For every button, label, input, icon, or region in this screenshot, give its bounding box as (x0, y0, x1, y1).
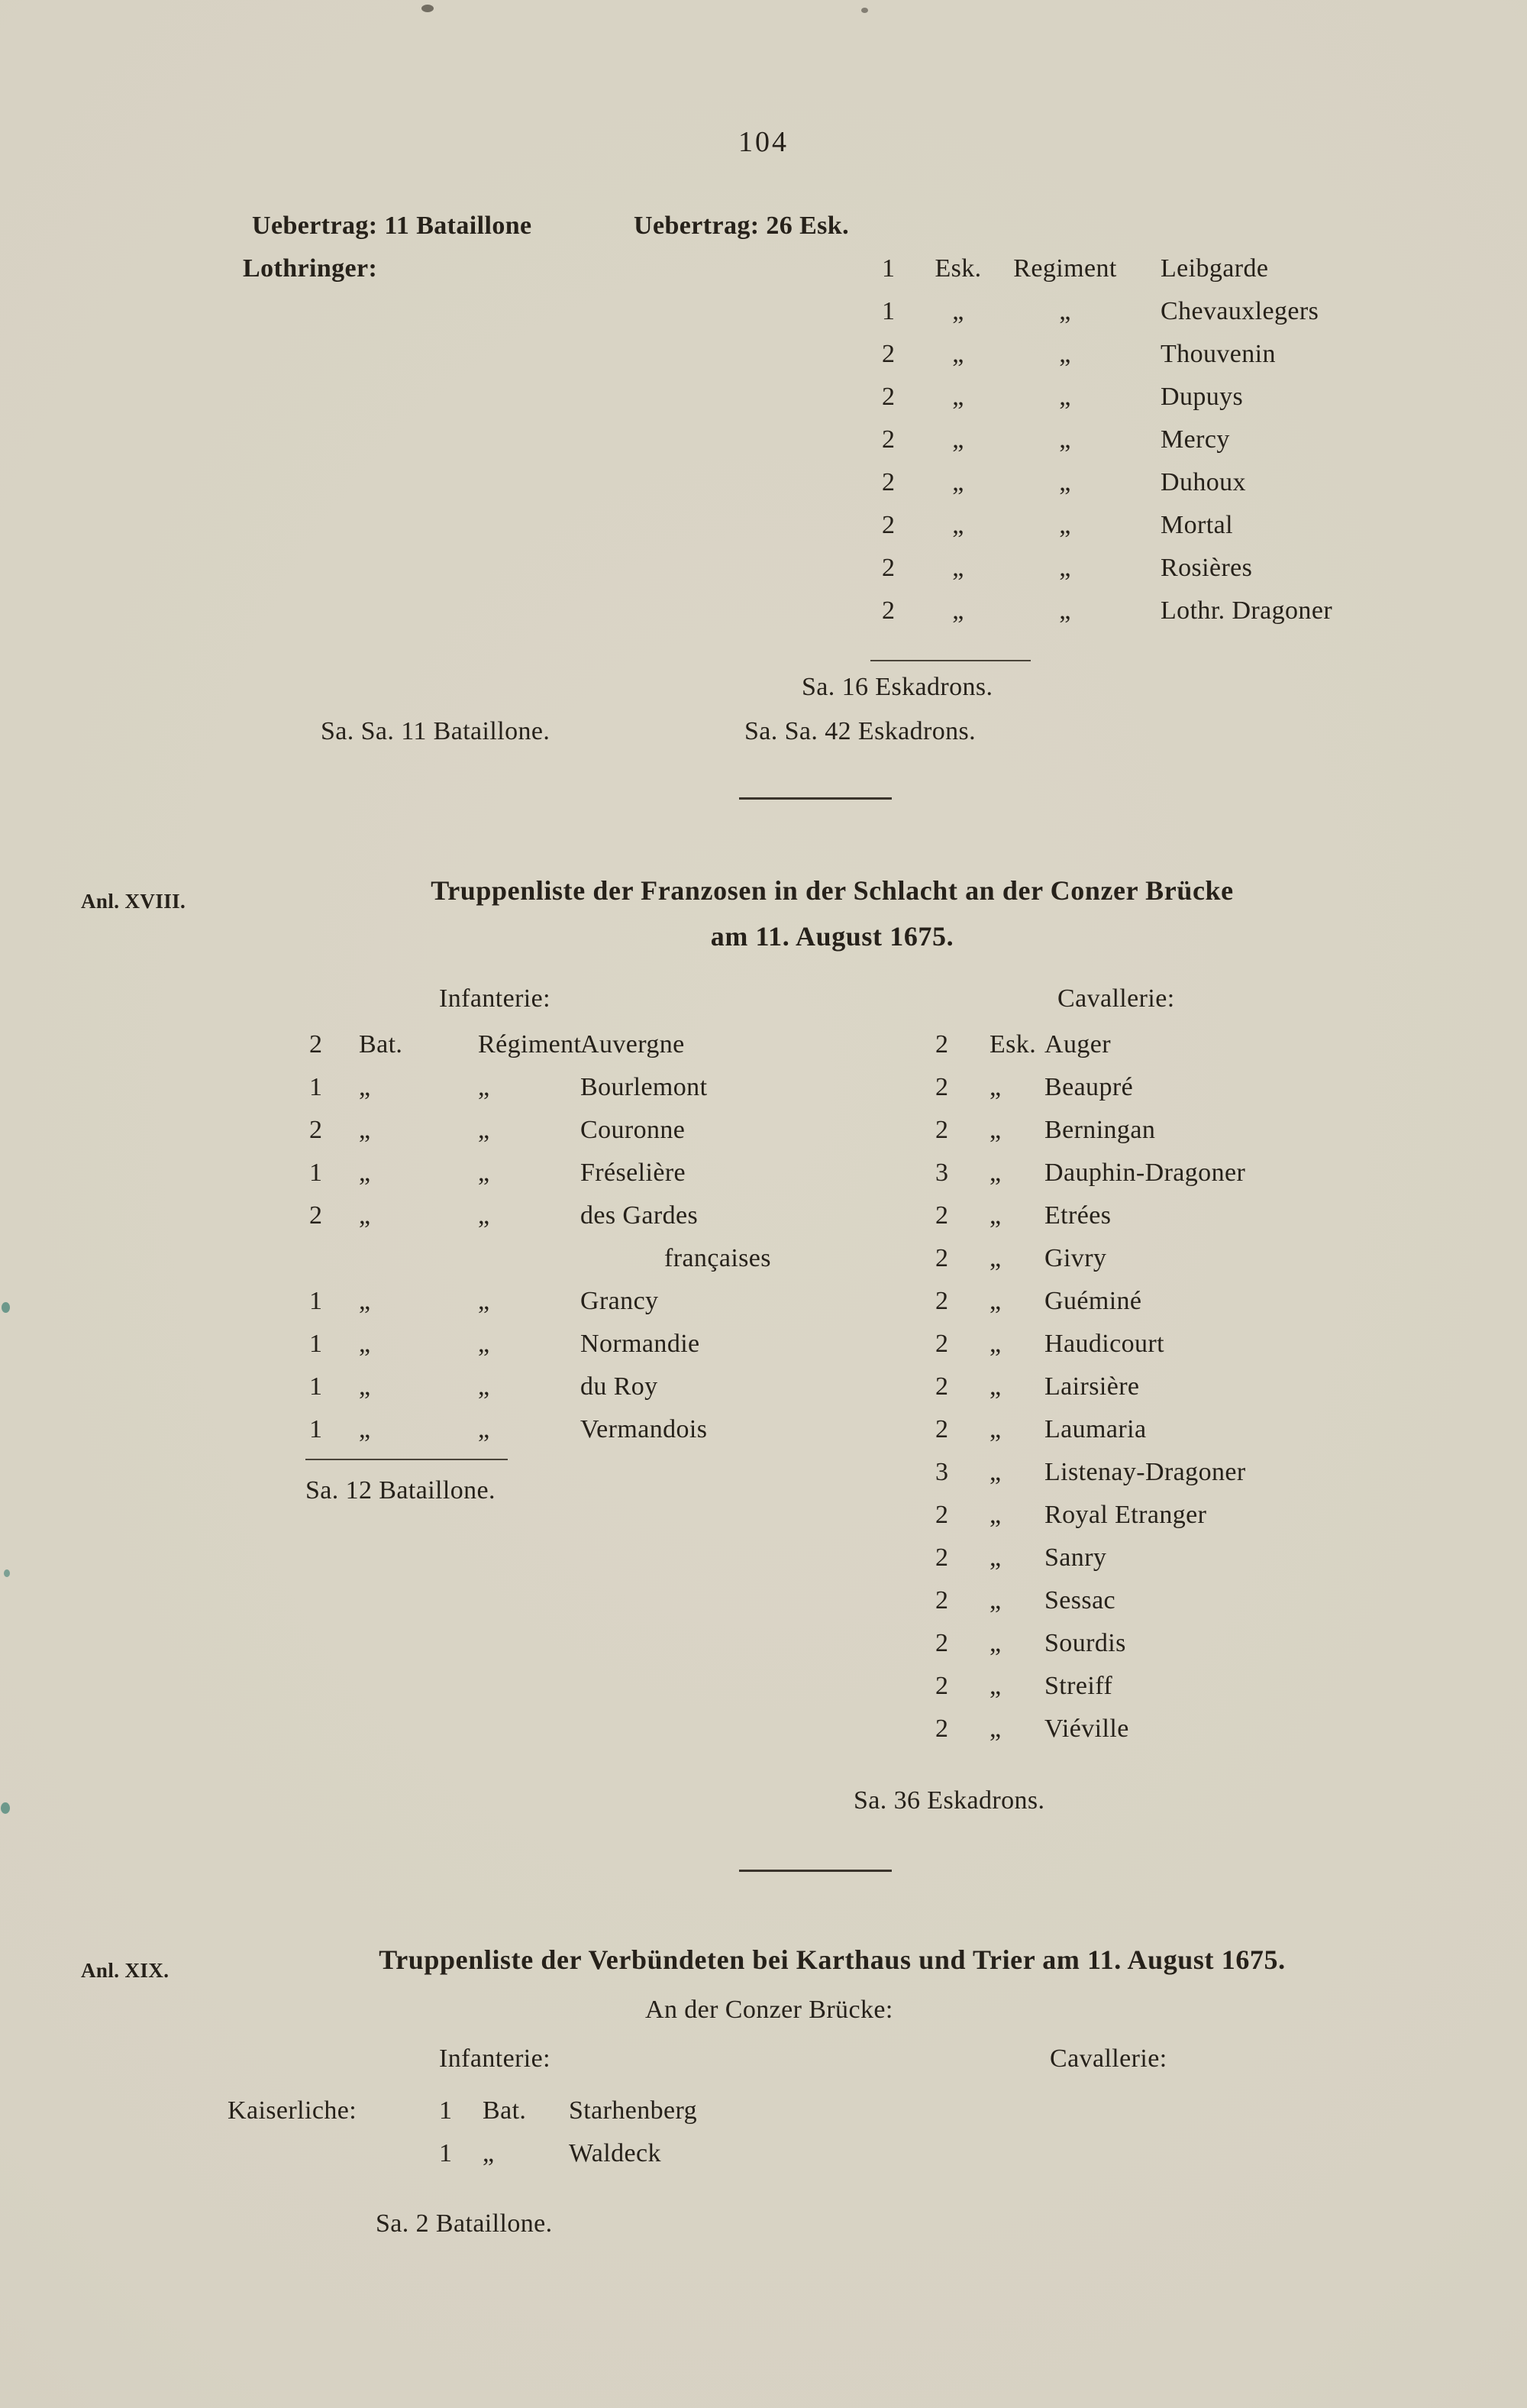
unit-count (309, 1237, 351, 1280)
unit-regiment-word: „ (478, 1201, 490, 1230)
battalion-row (309, 1109, 844, 1152)
unit-count: 2 (935, 1501, 949, 1529)
squadron-row (935, 1194, 1470, 1237)
unit-type: „ (989, 1244, 1002, 1272)
squadron-row (935, 1622, 1470, 1665)
squadron-row (935, 1494, 1470, 1537)
unit-type: „ (989, 1458, 1002, 1486)
unit-type: Esk. (935, 254, 982, 283)
unit-type: „ (989, 1159, 1002, 1187)
unit-type: „ (952, 297, 964, 325)
unit-name: Royal Etranger (1044, 1501, 1207, 1529)
unit-count: 1 (439, 2139, 453, 2167)
unit-regiment-word: „ (1059, 340, 1071, 368)
battalion-row (439, 2090, 973, 2132)
unit-name: Mortal (1161, 511, 1233, 539)
unit-count: 2 (882, 468, 896, 496)
cavallerie-list (935, 1023, 1470, 1750)
unit-count: 2 (935, 1672, 949, 1700)
battalion-row (309, 1066, 844, 1109)
squadron-row (935, 1109, 1470, 1152)
unit-name: Dupuys (1161, 383, 1244, 411)
unit-type: „ (359, 1287, 371, 1315)
battalion-row (309, 1280, 844, 1323)
unit-name: Normandie (580, 1330, 700, 1358)
page-number: 104 (738, 126, 789, 158)
unit-regiment-word: „ (478, 1073, 490, 1101)
squadron-row (935, 1237, 1470, 1280)
infanterie-header: Infanterie: (439, 984, 550, 1013)
squadron-row (882, 504, 1462, 547)
scan-artifact (861, 8, 868, 13)
scan-artifact (4, 1569, 10, 1577)
unit-type: „ (989, 1501, 1002, 1529)
unit-type (351, 1237, 470, 1280)
unit-count: 2 (935, 1586, 949, 1614)
battalion-row (309, 1366, 844, 1408)
unit-type: „ (952, 425, 964, 454)
unit-count: 2 (935, 1715, 949, 1743)
unit-name: Viéville (1044, 1715, 1129, 1743)
battalion-row (309, 1152, 844, 1194)
unit-type: „ (359, 1073, 371, 1101)
scan-artifact (421, 5, 434, 12)
unit-name: Givry (1044, 1244, 1107, 1272)
unit-type: Bat. (359, 1030, 403, 1059)
unit-regiment-word: „ (478, 1116, 490, 1144)
section-title: Truppenliste der Verbündeten bei Karthaus und Trier am 11. August 1675. (379, 1944, 1286, 1975)
unit-type: „ (989, 1372, 1002, 1401)
unit-type: „ (989, 1543, 1002, 1572)
cavallerie-total: Sa. 36 Eskadrons. (854, 1786, 1045, 1815)
unit-name: Sourdis (1044, 1629, 1126, 1657)
section-divider (739, 1870, 892, 1872)
unit-regiment-word: „ (1059, 468, 1071, 496)
unit-name: Grancy (580, 1287, 659, 1315)
cavallerie-header: Cavallerie: (1050, 2044, 1167, 2073)
section-title-line1: Truppenliste der Franzosen in der Schlacht an der Conzer Brücke (431, 875, 1234, 906)
unit-name: Dauphin-Dragoner (1044, 1159, 1246, 1187)
unit-type: „ (952, 511, 964, 539)
unit-name: Couronne (580, 1116, 686, 1144)
unit-name: Listenay-Dragoner (1044, 1458, 1246, 1486)
unit-regiment-word: „ (1059, 425, 1071, 454)
unit-regiment-word: „ (478, 1372, 490, 1401)
squadron-row (935, 1665, 1470, 1708)
unit-regiment-word: „ (478, 1415, 490, 1443)
carryover-subtotal: Sa. 16 Eskadrons. (802, 673, 993, 701)
scan-artifact (1, 1802, 10, 1814)
unit-regiment-word: „ (1059, 511, 1071, 539)
margin-label-anl-xviii: Anl. XVIII. (81, 890, 186, 913)
unit-count: 2 (935, 1244, 949, 1272)
unit-name: du Roy (580, 1372, 658, 1401)
unit-regiment-word: Regiment (1013, 254, 1117, 283)
sum-rule (870, 660, 1031, 661)
unit-type: „ (989, 1629, 1002, 1657)
squadron-row (882, 247, 1462, 290)
unit-name: Streiff (1044, 1672, 1113, 1700)
unit-name: Laumaria (1044, 1415, 1147, 1443)
unit-count: 1 (882, 297, 896, 325)
sum-rule (305, 1459, 508, 1460)
unit-count: 1 (309, 1330, 323, 1358)
infanterie-header: Infanterie: (439, 2044, 550, 2073)
unit-name: Auger (1044, 1030, 1111, 1059)
unit-count: 1 (309, 1073, 323, 1101)
kaiserliche-list (439, 2090, 973, 2175)
unit-name: Beaupré (1044, 1073, 1134, 1101)
group-label-kaiserliche: Kaiserliche: (228, 2096, 357, 2125)
squadron-row (882, 290, 1462, 333)
unit-count: 1 (309, 1159, 323, 1187)
unit-regiment-word: „ (478, 1159, 490, 1187)
unit-regiment-word (470, 1237, 580, 1280)
infanterie-total: Sa. 12 Bataillone. (305, 1476, 496, 1505)
unit-name: Bourlemont (580, 1073, 708, 1101)
unit-type: „ (359, 1372, 371, 1401)
unit-count: 1 (439, 2096, 453, 2125)
unit-name: Mercy (1161, 425, 1230, 454)
unit-type: Esk. (989, 1030, 1037, 1059)
kaiserliche-total: Sa. 2 Bataillone. (376, 2209, 553, 2238)
cavallerie-header: Cavallerie: (1057, 984, 1175, 1013)
unit-type: „ (989, 1330, 1002, 1358)
unit-count: 2 (935, 1415, 949, 1443)
unit-name: Thouvenin (1161, 340, 1276, 368)
squadron-row (935, 1023, 1470, 1066)
unit-name: Guéminé (1044, 1287, 1142, 1315)
unit-name: Berningan (1044, 1116, 1156, 1144)
unit-type: „ (359, 1201, 371, 1230)
infanterie-list (309, 1023, 844, 1451)
carryover-squadron-list (882, 247, 1462, 632)
battalion-row (309, 1023, 844, 1066)
unit-count: 1 (309, 1372, 323, 1401)
unit-regiment-word: „ (1059, 297, 1071, 325)
unit-type: „ (952, 340, 964, 368)
carryover-left: Uebertrag: 11 Bataillone (252, 212, 532, 240)
battalion-row (309, 1408, 844, 1451)
unit-count: 2 (882, 383, 896, 411)
unit-regiment-word: „ (1059, 383, 1071, 411)
unit-count: 2 (935, 1287, 949, 1315)
group-label-lothringer: Lothringer: (243, 254, 378, 283)
unit-count: 2 (935, 1073, 949, 1101)
unit-count: 2 (935, 1116, 949, 1144)
unit-type: „ (952, 468, 964, 496)
unit-name: Vermandois (580, 1415, 708, 1443)
unit-count: 2 (882, 425, 896, 454)
unit-name: Haudicourt (1044, 1330, 1164, 1358)
squadron-row (935, 1280, 1470, 1323)
unit-name: Lairsière (1044, 1372, 1140, 1401)
squadron-row (882, 547, 1462, 590)
unit-name: Starhenberg (569, 2096, 698, 2125)
unit-name: Rosières (1161, 554, 1253, 582)
squadron-row (882, 419, 1462, 461)
unit-name: Chevauxlegers (1161, 297, 1319, 325)
unit-count: 2 (935, 1201, 949, 1230)
unit-regiment-word: „ (1059, 596, 1071, 625)
unit-name: Sanry (1044, 1543, 1107, 1572)
squadron-row (935, 1066, 1470, 1109)
squadron-row (935, 1451, 1470, 1494)
unit-type: „ (952, 554, 964, 582)
unit-count: 2 (882, 340, 896, 368)
unit-name: Fréselière (580, 1159, 686, 1187)
unit-count: 1 (309, 1415, 323, 1443)
unit-count: 1 (882, 254, 896, 283)
squadron-row (935, 1408, 1470, 1451)
unit-type: „ (989, 1116, 1002, 1144)
section-title-line2: am 11. August 1675. (710, 921, 954, 952)
unit-type: „ (359, 1116, 371, 1144)
unit-count: 3 (935, 1458, 949, 1486)
unit-count: 2 (309, 1116, 323, 1144)
squadron-row (882, 590, 1462, 632)
battalion-row (309, 1323, 844, 1366)
section-divider (739, 797, 892, 800)
unit-regiment-word: Régiment (478, 1030, 582, 1059)
unit-count: 2 (882, 511, 896, 539)
unit-count: 2 (935, 1030, 949, 1059)
unit-type: „ (483, 2139, 495, 2167)
squadron-row (935, 1152, 1470, 1194)
unit-type: „ (359, 1330, 371, 1358)
unit-name: Waldeck (569, 2139, 661, 2167)
squadron-row (935, 1579, 1470, 1622)
unit-type: „ (989, 1672, 1002, 1700)
unit-count: 1 (309, 1287, 323, 1315)
unit-type: „ (989, 1586, 1002, 1614)
unit-regiment-word: „ (478, 1330, 490, 1358)
unit-type: „ (989, 1415, 1002, 1443)
unit-count: 2 (935, 1543, 949, 1572)
unit-type: „ (952, 383, 964, 411)
unit-count: 2 (882, 554, 896, 582)
unit-name: Leibgarde (1161, 254, 1269, 283)
squadron-row (935, 1366, 1470, 1408)
unit-count: 2 (935, 1372, 949, 1401)
unit-count: 2 (882, 596, 896, 625)
unit-regiment-word: „ (1059, 554, 1071, 582)
scan-artifact (2, 1302, 10, 1313)
carryover-right: Uebertrag: 26 Esk. (634, 212, 849, 240)
unit-name: françaises (664, 1244, 771, 1272)
unit-type: „ (952, 596, 964, 625)
battalion-row (439, 2132, 973, 2175)
unit-type: „ (989, 1073, 1002, 1101)
unit-count: 3 (935, 1159, 949, 1187)
unit-name: Sessac (1044, 1586, 1116, 1614)
squadron-row (882, 376, 1462, 419)
unit-type: „ (989, 1287, 1002, 1315)
squadron-row (935, 1323, 1470, 1366)
unit-type: „ (989, 1715, 1002, 1743)
unit-count: 2 (309, 1201, 323, 1230)
squadron-row (882, 461, 1462, 504)
unit-type: „ (359, 1159, 371, 1187)
carryover-total-bataillone: Sa. Sa. 11 Bataillone. (321, 717, 550, 745)
squadron-row (935, 1708, 1470, 1750)
unit-regiment-word: „ (478, 1287, 490, 1315)
unit-type: „ (359, 1415, 371, 1443)
unit-name: des Gardes (580, 1201, 699, 1230)
margin-label-anl-xix: Anl. XIX. (81, 1959, 169, 1982)
unit-name: Auvergne (580, 1030, 685, 1059)
unit-count: 2 (935, 1629, 949, 1657)
subsection-heading: An der Conzer Brücke: (645, 1996, 893, 2024)
battalion-row (309, 1194, 844, 1237)
unit-type: Bat. (483, 2096, 527, 2125)
unit-name: Duhoux (1161, 468, 1246, 496)
battalion-row (309, 1237, 844, 1280)
squadron-row (882, 333, 1462, 376)
carryover-total-eskadrons: Sa. Sa. 42 Eskadrons. (744, 717, 977, 745)
unit-type: „ (989, 1201, 1002, 1230)
unit-count: 2 (935, 1330, 949, 1358)
squadron-row (935, 1537, 1470, 1579)
unit-name: Lothr. Dragoner (1161, 596, 1333, 625)
unit-count: 2 (309, 1030, 323, 1059)
unit-name: Etrées (1044, 1201, 1112, 1230)
